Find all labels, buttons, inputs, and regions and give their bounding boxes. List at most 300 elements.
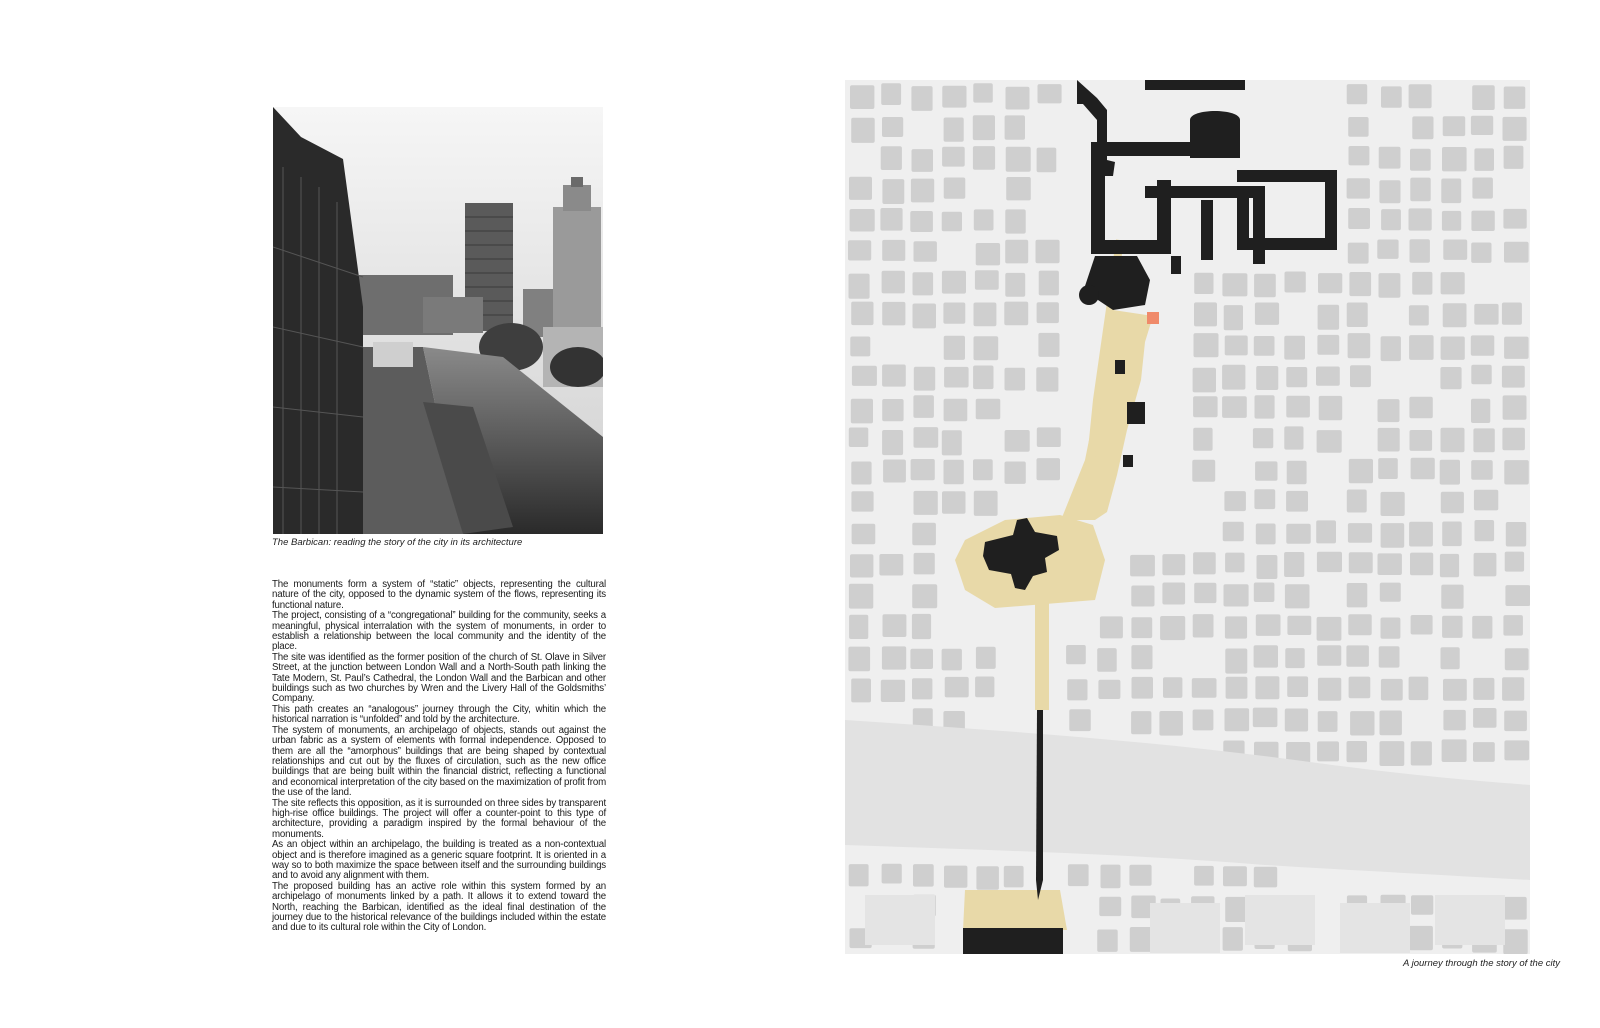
city-block — [1409, 397, 1432, 418]
city-block — [1441, 492, 1464, 513]
city-block — [1066, 645, 1086, 664]
city-block — [1503, 117, 1527, 141]
city-block — [944, 399, 968, 422]
city-block — [1471, 460, 1493, 480]
city-block — [1502, 366, 1525, 388]
city-block — [1036, 240, 1060, 264]
city-block — [1287, 616, 1311, 635]
city-block — [850, 337, 870, 357]
city-block — [848, 240, 871, 260]
city-block — [942, 86, 966, 108]
city-block — [944, 336, 965, 360]
city-block — [1005, 368, 1026, 391]
city-block — [1287, 461, 1307, 485]
tate-forecourt — [963, 890, 1067, 930]
city-block — [1226, 677, 1248, 699]
city-block — [1255, 395, 1275, 418]
city-block — [1502, 303, 1522, 325]
city-block — [1223, 927, 1243, 951]
city-block — [1348, 333, 1371, 358]
city-block — [1443, 303, 1467, 327]
city-block — [1350, 365, 1371, 387]
city-block — [1410, 149, 1431, 171]
city-block — [1131, 711, 1151, 734]
city-block — [851, 462, 871, 485]
city-block — [1475, 520, 1495, 541]
city-block — [1222, 396, 1247, 418]
body-text — [272, 580, 606, 934]
city-block — [1036, 367, 1058, 391]
city-block — [913, 272, 934, 295]
city-block — [881, 146, 902, 170]
city-block — [1347, 178, 1370, 198]
city-block — [1474, 553, 1497, 577]
paragraph: The site reflects this opposition, as it is surrounded on three sides by transparent high-rise office buildings. The project will offer a counter-point to this type of architecture, providing a paradigm inspired by the formal behaviour of the monuments. — [272, 797, 606, 840]
city-block — [1318, 711, 1338, 732]
city-block — [849, 428, 869, 448]
city-block — [1411, 458, 1435, 480]
city-block — [913, 304, 937, 329]
city-block — [1410, 430, 1433, 451]
city-block — [1037, 148, 1057, 173]
city-block — [1287, 676, 1308, 697]
city-block — [1471, 399, 1490, 423]
city-block — [1380, 583, 1401, 602]
city-block — [851, 118, 875, 143]
city-block — [1193, 710, 1214, 731]
city-block — [1504, 337, 1529, 359]
city-block — [882, 399, 903, 421]
city-block — [1504, 460, 1529, 484]
map-drawing — [845, 80, 1530, 954]
paragraph: The project, consisting of a “congregational” building for the community, seeks a meaningful, physical interralation with the system of monuments, in order to establish a relationship between the local community and the identity of the place. — [272, 610, 606, 653]
city-block — [944, 118, 964, 142]
city-block — [1443, 116, 1466, 136]
city-block — [882, 271, 905, 294]
city-block — [1162, 554, 1185, 575]
city-block — [1441, 585, 1463, 609]
city-block — [1286, 491, 1308, 512]
city-block — [1286, 524, 1310, 544]
city-block — [851, 302, 873, 326]
paragraph: The system of monuments, an archipelago of objects, stands out against the urban fabric as a system of elements with formal independence. Opposed to them are all the “amorphous” buildings that are being shaped by contextual relationships and cut out by the fluxes of circulation, such as the new office buildings that are being built within the financial district, reflecting a functional and economical interpretation of the city based on the maximization of profit from the use of the land. — [272, 724, 606, 799]
city-block — [1225, 897, 1247, 922]
tate-modern — [963, 928, 1063, 954]
city-block — [1348, 208, 1370, 229]
city-block — [1505, 585, 1530, 606]
south-bank-block — [1340, 903, 1410, 953]
city-block — [1194, 333, 1219, 357]
city-block — [1254, 645, 1278, 667]
city-block — [1317, 430, 1342, 453]
city-block — [1472, 616, 1492, 639]
city-block — [1441, 647, 1460, 669]
city-block — [852, 524, 876, 545]
city-block — [882, 179, 904, 204]
city-block — [1254, 274, 1276, 298]
city-block — [1254, 583, 1275, 603]
city-block — [1099, 897, 1121, 916]
city-block — [851, 679, 871, 703]
city-block — [1504, 87, 1526, 109]
city-block — [849, 274, 870, 299]
city-block — [881, 83, 901, 105]
city-block — [1349, 146, 1370, 165]
city-block — [1409, 926, 1433, 950]
city-block — [1471, 335, 1495, 355]
south-bank-block — [1435, 895, 1505, 945]
city-block — [1193, 396, 1218, 417]
city-block — [1222, 273, 1247, 296]
city-block — [976, 399, 1001, 419]
city-block — [1378, 428, 1400, 452]
city-block — [1442, 211, 1461, 231]
city-block — [1474, 148, 1494, 171]
city-block — [1163, 677, 1182, 698]
city-block — [912, 614, 931, 639]
city-block — [1504, 242, 1529, 263]
city-block — [1347, 583, 1368, 607]
city-block — [1471, 211, 1494, 231]
city-block — [1317, 335, 1339, 355]
city-block — [1503, 615, 1523, 636]
city-block — [975, 270, 999, 290]
city-block — [1411, 741, 1432, 765]
city-block — [882, 365, 906, 387]
city-block — [1286, 367, 1307, 387]
city-block — [1440, 367, 1461, 389]
city-block — [1380, 711, 1402, 736]
city-block — [1037, 458, 1061, 480]
city-block — [1503, 395, 1527, 419]
city-block — [881, 680, 905, 702]
city-block — [1471, 365, 1491, 385]
city-block — [1381, 618, 1401, 639]
city-block — [849, 615, 868, 639]
city-block — [1409, 208, 1432, 230]
city-block — [1348, 117, 1368, 137]
city-block — [1506, 522, 1526, 547]
barbican-photo — [273, 107, 603, 534]
city-block — [1411, 615, 1433, 635]
city-block — [1409, 677, 1429, 701]
city-block — [1255, 303, 1279, 325]
map-caption: A journey through the story of the city — [1402, 958, 1560, 969]
city-block — [850, 554, 873, 577]
city-block — [914, 427, 939, 448]
city-block — [880, 208, 902, 231]
city-block — [1380, 741, 1405, 766]
city-block — [1318, 305, 1340, 330]
city-block — [976, 647, 996, 669]
city-block — [1381, 336, 1401, 361]
city-block — [911, 86, 932, 111]
city-block — [1443, 710, 1465, 731]
city-block — [1193, 552, 1216, 574]
city-block — [1225, 553, 1244, 573]
city-block — [1037, 302, 1059, 323]
city-block — [911, 179, 934, 203]
city-block — [1503, 209, 1526, 229]
city-block — [1381, 209, 1401, 230]
city-block — [850, 209, 875, 232]
city-block — [1378, 458, 1398, 479]
city-block — [882, 302, 905, 326]
city-block — [1473, 428, 1494, 452]
city-block — [1379, 180, 1400, 203]
city-block — [1159, 711, 1183, 736]
city-block — [1285, 272, 1306, 293]
city-block — [942, 430, 962, 455]
city-block — [1224, 584, 1249, 606]
city-block — [1347, 303, 1368, 328]
city-block — [1472, 178, 1493, 199]
city-block — [973, 115, 995, 140]
city-block — [1253, 708, 1278, 728]
city-block — [1412, 116, 1433, 139]
city-block — [1317, 741, 1339, 761]
city-block — [1068, 864, 1089, 886]
city-block — [1346, 645, 1369, 666]
photo-caption: The Barbican: reading the story of the city in its architecture — [272, 537, 523, 548]
city-block — [1039, 271, 1059, 296]
city-block — [1285, 584, 1310, 608]
city-block — [1441, 272, 1465, 294]
city-block — [850, 85, 874, 109]
city-block — [1006, 177, 1031, 200]
city-block — [1474, 490, 1498, 511]
city-block — [1347, 741, 1368, 762]
city-block — [1005, 462, 1026, 484]
city-block — [849, 177, 872, 200]
city-block — [1348, 614, 1371, 635]
city-block — [1381, 492, 1405, 516]
city-block — [1442, 616, 1463, 638]
city-block — [851, 491, 873, 511]
city-block — [1442, 522, 1462, 547]
city-block — [1193, 614, 1214, 637]
city-block — [1502, 677, 1524, 700]
city-block — [1224, 491, 1246, 511]
city-block — [1347, 84, 1368, 104]
city-block — [912, 523, 936, 546]
city-block — [849, 864, 869, 886]
city-block — [1348, 523, 1372, 543]
paragraph: The proposed building has an active role within this system formed by an archipelago of monuments linked by a path. It allows it to extend toward the North, reaching the Barbican, identified as the ideal final destination of the journey due to the historical relevance of the buildings included within the estate and due to its cultural role within the City of London. — [272, 880, 606, 934]
city-block — [976, 866, 999, 890]
city-block — [1473, 708, 1496, 728]
city-block — [1381, 86, 1402, 107]
city-block — [911, 459, 935, 480]
city-block — [1317, 645, 1341, 665]
city-block — [1162, 583, 1185, 605]
city-block — [1224, 305, 1243, 330]
city-block — [1410, 178, 1430, 202]
city-block — [974, 209, 994, 230]
city-block — [973, 459, 993, 480]
city-block — [1192, 678, 1217, 698]
city-block — [1005, 430, 1030, 452]
city-block — [1378, 399, 1400, 422]
city-block — [1255, 676, 1279, 699]
city-block — [1254, 489, 1275, 509]
city-block — [1037, 427, 1061, 447]
city-block — [1005, 209, 1025, 233]
city-block — [1316, 367, 1340, 386]
city-block — [942, 271, 966, 294]
city-block — [1160, 616, 1185, 640]
city-block — [910, 211, 933, 232]
city-block — [1194, 583, 1216, 603]
city-block — [1505, 648, 1529, 670]
city-block — [1504, 711, 1527, 732]
city-block — [975, 677, 994, 698]
city-block — [1257, 555, 1278, 579]
city-block — [942, 491, 966, 514]
city-block — [1284, 336, 1305, 360]
city-block — [1440, 460, 1460, 485]
city-block — [913, 395, 934, 418]
city-block — [1410, 553, 1433, 576]
city-block — [1101, 865, 1121, 889]
city-block — [1441, 337, 1465, 360]
city-block — [1004, 866, 1024, 888]
city-block — [1225, 708, 1250, 731]
city-block — [944, 178, 966, 199]
city-block — [1038, 84, 1062, 103]
city-block — [1381, 523, 1405, 548]
city-block — [914, 241, 937, 261]
paragraph: The site was identified as the former position of the church of St. Olave in Silver Street, at the junction between London Wall and a North-South path linking the Tate Modern, St. Paul’s Cathedral, the London Wall and the Barbican and other buildings such as two churches by Wren and the Livery Hall of the Goldsmiths’ Company. — [272, 651, 606, 705]
city-block — [1005, 273, 1025, 297]
city-block — [1223, 522, 1244, 542]
paragraph: This path creates an “analogous” journey through the City, whitin which the historical narration is “unfolded” and told by the architecture. — [272, 703, 606, 726]
city-block — [1441, 428, 1465, 453]
city-block — [1193, 368, 1216, 393]
city-block — [1377, 240, 1398, 259]
city-block — [1378, 553, 1402, 575]
city-block — [910, 649, 933, 669]
city-block — [879, 554, 903, 576]
city-block — [914, 491, 938, 515]
city-block — [1349, 272, 1371, 296]
city-block — [1131, 617, 1152, 638]
millennium-bridge — [1036, 710, 1043, 900]
city-block — [914, 367, 935, 391]
city-block — [1441, 179, 1461, 204]
city-block — [1256, 366, 1278, 390]
city-block — [882, 646, 906, 669]
city-block — [1192, 460, 1215, 482]
city-block — [1100, 616, 1123, 638]
paragraph: As an object within an archipelago, the building is treated as a non-contextual object and is therefore imagined as a generic square footprint. It is oriented in a way so to both maximize the space between itself and the surrounding buildings and to avoid any alignment with them. — [272, 839, 606, 882]
city-block — [1349, 459, 1373, 483]
city-block — [1254, 336, 1275, 356]
city-block — [1006, 87, 1030, 110]
city-block — [973, 83, 993, 102]
city-block — [1442, 147, 1467, 171]
city-block — [1349, 552, 1373, 573]
city-block — [942, 147, 965, 167]
city-block — [1004, 302, 1028, 326]
city-block — [1349, 677, 1371, 699]
city-block — [1471, 116, 1493, 135]
city-block — [914, 553, 935, 575]
city-block — [1443, 679, 1467, 701]
city-block — [1098, 680, 1120, 699]
city-block — [1223, 866, 1247, 886]
city-block — [1381, 679, 1403, 701]
city-block — [1318, 678, 1341, 701]
city-block — [1443, 240, 1467, 260]
city-block — [945, 677, 969, 698]
city-block — [1132, 677, 1154, 699]
city-block — [1473, 742, 1495, 762]
city-block — [1442, 739, 1467, 762]
project-site — [1147, 312, 1159, 324]
city-block — [848, 647, 870, 672]
city-block — [1471, 243, 1491, 263]
city-block — [1411, 895, 1433, 915]
city-block — [1285, 648, 1304, 668]
south-bank-block — [865, 895, 935, 945]
city-block — [1131, 586, 1154, 607]
city-block — [1350, 711, 1374, 735]
city-block — [973, 146, 995, 170]
city-block — [1502, 428, 1525, 451]
city-block — [849, 584, 873, 609]
city-block — [913, 864, 934, 887]
city-block — [944, 367, 969, 388]
city-block — [883, 614, 907, 637]
city-block — [1130, 555, 1155, 577]
city-block — [1006, 147, 1031, 172]
city-block — [1412, 272, 1432, 295]
city-block — [1317, 617, 1342, 641]
city-block — [1194, 302, 1217, 326]
city-block — [976, 243, 1000, 265]
south-bank-block — [1245, 895, 1315, 945]
city-block — [851, 399, 873, 424]
city-block — [1254, 867, 1277, 888]
city-block — [882, 864, 902, 884]
city-block — [1472, 85, 1495, 110]
city-block — [1284, 426, 1303, 449]
city-block — [1255, 461, 1277, 480]
city-map — [845, 80, 1530, 954]
city-block — [1067, 679, 1087, 700]
city-block — [1256, 524, 1276, 545]
city-block — [974, 336, 999, 360]
city-block — [1347, 490, 1367, 513]
city-block — [882, 117, 903, 137]
city-block — [1286, 396, 1310, 418]
city-block — [1379, 273, 1401, 298]
city-block — [942, 212, 962, 232]
city-block — [1069, 709, 1091, 731]
city-block — [974, 491, 998, 516]
city-block — [1316, 520, 1336, 543]
city-block — [1317, 552, 1342, 572]
city-block — [1473, 678, 1494, 700]
city-block — [942, 649, 962, 671]
city-block — [943, 303, 965, 324]
city-block — [882, 430, 903, 455]
city-block — [912, 149, 934, 172]
city-block — [1005, 240, 1028, 264]
city-block — [912, 584, 937, 608]
city-block — [1225, 616, 1247, 638]
